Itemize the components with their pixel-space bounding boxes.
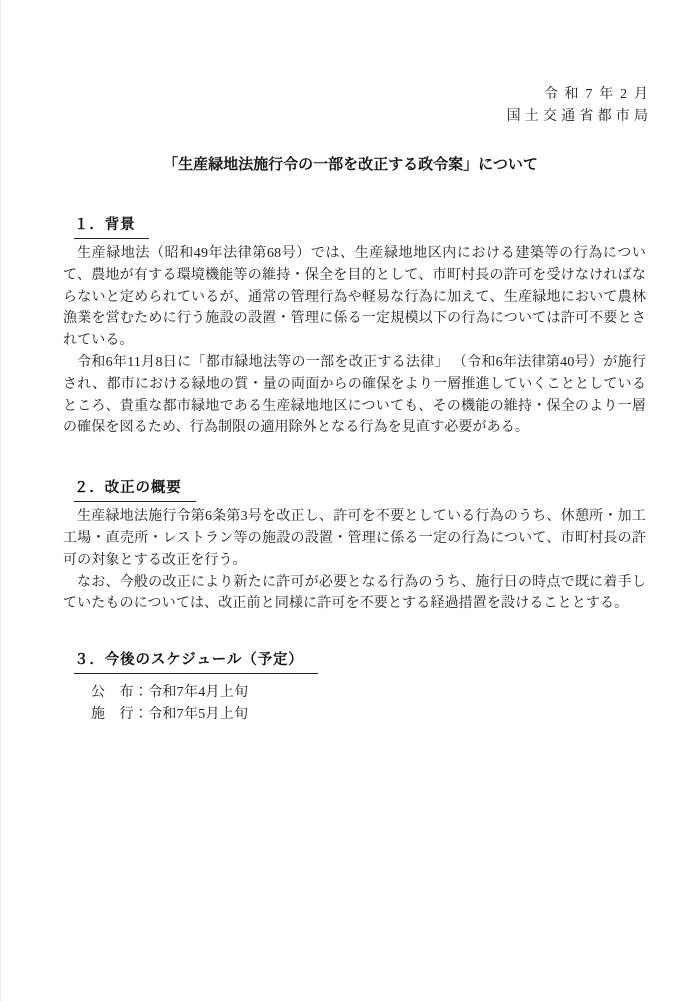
section-schedule	[63, 651, 646, 726]
schedule-promulgation: 公 布：令和7年4月上旬	[91, 685, 249, 701]
schedule-enforcement: 施 行：令和7年5月上旬	[91, 707, 249, 723]
section-background-paragraph: 生産緑地法（昭和49年法律第68号）では、生産緑地地区内における建築等の行為について、農地が有する環境機能等の維持・保全を目的として、市町村長の許可を受けなければならないと定められているが、通常の管理行為や軽易な行為に加えて、生産緑地において農林漁業を営むために行う施設の設置・管理に係る一定規模以下の行為については許可不要とされている。	[63, 246, 646, 349]
section-background-heading: １．背景	[74, 216, 149, 239]
document-header-meta	[1, 84, 653, 128]
section-amendment-overview	[63, 479, 646, 615]
document-title: 「生産緑地法施行令の一部を改正する政令案」について	[163, 156, 538, 173]
section-background	[63, 216, 646, 439]
section-amendment-overview-heading: ２．改正の概要	[74, 479, 196, 502]
section-amendment-overview-paragraph: 生産緑地法施行令第6条第3号を改正し、許可を不要としている行為のうち、休憩所・加工工場・直売所・レストラン等の施設の設置・管理に係る一定の行為について、市町村長の許可の対象とする改正を行う。	[63, 509, 646, 568]
schedule-list	[91, 682, 646, 726]
section-background-paragraph: 令和6年11月8日に「都市緑地法等の一部を改正する法律」 （令和6年法律第40号）が施行され、都市における緑地の質・量の両面からの確保をより一層推進していくこととしているところ、貴重な都市緑地である生産緑地地区についても、その機能の維持・保全のより一層の確保を図るため、行為制限の適用除外となる行為を見直す必要がある。	[63, 354, 646, 436]
section-schedule-heading: ３．今後のスケジュール（予定）	[74, 651, 318, 674]
issuing-department: 国土交通省都市局	[506, 109, 653, 124]
section-amendment-overview-paragraph: なお、今般の改正により新たに許可が必要となる行為のうち、施行日の時点で既に着手していたものについては、改正前と同様に許可を不要とする経過措置を設けることとする。	[63, 574, 646, 612]
document-date: 令 和 7 年 2 月	[543, 87, 650, 102]
